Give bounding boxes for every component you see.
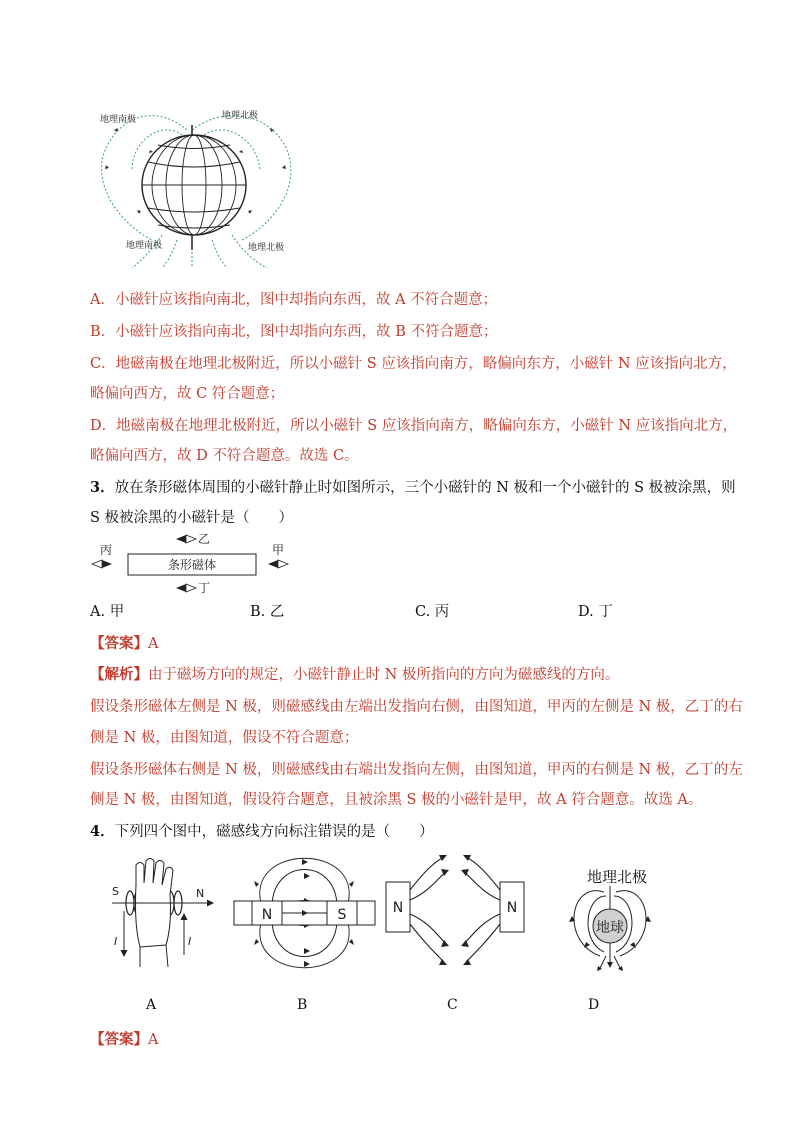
q2-option-b: B．小磁针应该指向南北，图中却指向东西，故 B 不符合题意； [90,324,498,340]
compass-yi [176,535,196,543]
q4-caption-d: D [588,997,600,1013]
fig-b-n: N [261,907,273,923]
compass-bing [92,560,112,568]
q4-figure-c [384,852,526,970]
q4-answer-value: A [148,1032,159,1048]
q4-caption-a: A [146,997,157,1013]
fig-a-s: S [112,885,119,898]
globe-label-south-bottom: 地理南极 [126,241,163,251]
q3-option-a: A. 甲 [90,604,125,620]
q3-answer-tag: 【答案】 [90,635,148,652]
q3-number: 3． [90,479,115,496]
q4-caption-c: C [447,997,458,1013]
fig-a-n: N [196,887,205,900]
q4-figure-a [100,855,220,970]
q3-analysis-text1: 由于磁场方向的规定，小磁针静止时 N 极所指向的方向为磁感线的方向。 [148,667,620,683]
fig-b-s: S [337,907,347,923]
q4-number: 4． [90,823,115,840]
fig-c-n2: N [506,900,518,916]
q4-caption-b: B [297,997,308,1013]
q4-answer [90,1030,158,1050]
globe-label-north-top: 地理北极 [222,111,259,121]
fig-d-title: 地理北极 [587,868,648,886]
q3-analysis-line4: 假设条形磁体右侧是 N 极，则磁感线由右端出发指向左侧，由图知道，甲丙的右侧是 N 极，乙丁的左 [90,762,743,778]
q3-analysis-line1 [90,665,619,685]
q2-option-d-line1: D．地磁南极在地理北极附近，所以小磁针 S 应该指向南方，略偏向东方，小磁针 N 应该指向北方， [90,418,738,434]
q3-answer-value: A [148,636,159,652]
magnet-label: 条形磁体 [167,558,217,572]
compass-ding [176,584,196,592]
q2-option-c-line1: C．地磁南极在地理北极附近，所以小磁针 S 应该指向南方，略偏向东方，小磁针 N 应该指向北方， [90,356,737,372]
q3-option-d: D. 丁 [578,604,613,620]
q3-stem-line2: S 极被涂黑的小磁针是（ ） [90,510,294,526]
q3-option-b: B. 乙 [250,604,285,620]
fig-a-i2: I [188,935,192,948]
fig-a-i1: I [114,935,118,948]
q3-analysis-tag: 【解析】 [90,666,148,683]
q3-analysis-line2: 假设条形磁体左侧是 N 极，则磁感线由左端出发指向右侧，由图知道，甲丙的左侧是 N 极，乙丁的右 [90,699,743,715]
q3-analysis-line5: 侧是 N 极，由图知道，假设符合题意，且被涂黑 S 极的小磁针是甲，故 A 符合题意。故选 A。 [90,792,703,808]
q4-stem-text: 下列四个图中，磁感线方向标注错误的是（ ） [114,824,434,840]
q3-stem-line1 [90,478,736,498]
q2-option-c-line2: 略偏向西方，故 C 符合题意； [90,386,285,402]
globe-label-north-bottom: 地理北极 [248,243,285,253]
globe-figure [92,100,302,270]
q4-answer-tag: 【答案】 [90,1031,148,1048]
q3-answer [90,634,158,654]
q2-option-a: A．小磁针应该指向南北，图中却指向东西，故 A 不符合题意； [90,292,498,308]
q4-figure-d [560,886,660,971]
globe-label-south-top: 地理南极 [100,115,137,125]
fig-d-earth: 地球 [596,920,624,936]
q4-figure-b [232,857,377,972]
q3-option-c: C. 丙 [415,604,450,620]
compass-label-ding: 丁 [198,581,211,595]
fig-c-n1: N [392,900,404,916]
q4-stem [90,822,434,842]
q3-magnet-figure [90,530,300,598]
q3-analysis-line3: 侧是 N 极，由图知道，假设不符合题意； [90,730,359,746]
q2-option-d-line2: 略偏向西方，故 D 不符合题意。故选 C。 [90,448,359,464]
compass-jia [268,560,288,568]
compass-label-bing: 丙 [100,543,113,557]
q3-stem-text1: 放在条形磁体周围的小磁针静止时如图所示，三个小磁针的 N 极和一个小磁针的 S 极被涂黑，则 [114,480,736,496]
compass-label-jia: 甲 [272,543,285,557]
compass-label-yi: 乙 [198,532,211,546]
